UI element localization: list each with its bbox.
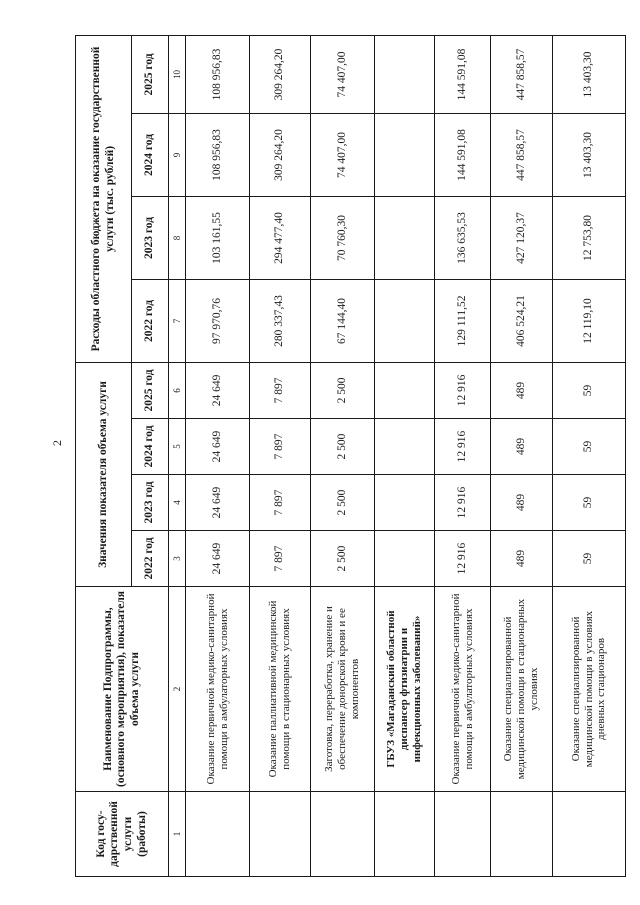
header-volume-group: Значения показателя объема услуги	[76, 362, 132, 586]
volume-2025: 489	[491, 362, 553, 418]
budget-2024	[375, 113, 435, 196]
volume-2022: 24 649	[186, 531, 250, 587]
volume-2023: 489	[491, 475, 553, 531]
budget-2025: 144 591,08	[435, 35, 491, 113]
volume-2023: 12 916	[435, 475, 491, 531]
volume-2023: 24 649	[186, 475, 250, 531]
row-code	[375, 792, 435, 877]
column-number: 9	[169, 113, 186, 196]
column-number: 10	[169, 35, 186, 113]
row-code	[553, 792, 626, 877]
budget-2023	[375, 196, 435, 279]
row-name: Заготовка, переработка, хранение и обеспечение донорской крови и ее компонентов	[311, 587, 375, 792]
table-row	[375, 35, 435, 876]
row-name: Оказание паллиативной медицинской помощи в стационарных условиях	[250, 587, 311, 792]
volume-2022: 489	[491, 531, 553, 587]
row-name: Оказание первичной медико-санитарной помощи в амбулаторных условиях	[435, 587, 491, 792]
volume-2025: 7 897	[250, 362, 311, 418]
volume-2024: 59	[553, 419, 626, 475]
row-name: Оказание первичной медико-санитарной помощи в амбулаторных условиях	[186, 587, 250, 792]
budget-2025: 74 407,00	[311, 35, 375, 113]
table-row	[186, 35, 250, 876]
budget-2025: 108 956,83	[186, 35, 250, 113]
row-name: Оказание специализированной медицинской помощи в стационарных условиях	[491, 587, 553, 792]
budget-2024: 13 403,30	[553, 113, 626, 196]
row-name: Оказание специализированной медицинской помощи в условиях дневных стационаров	[553, 587, 626, 792]
volume-2024: 2 500	[311, 419, 375, 475]
column-number: 8	[169, 196, 186, 279]
volume-2024: 489	[491, 419, 553, 475]
column-number: 3	[169, 531, 186, 587]
budget-2022: 12 119,10	[553, 279, 626, 362]
volume-2025: 59	[553, 362, 626, 418]
services-table-sheet	[75, 36, 625, 877]
budget-2023: 427 120,37	[491, 196, 553, 279]
table-row	[311, 35, 375, 876]
header-year: 2022 год	[132, 531, 169, 587]
budget-2022: 97 970,76	[186, 279, 250, 362]
column-number: 5	[169, 419, 186, 475]
column-number: 7	[169, 279, 186, 362]
volume-2023: 7 897	[250, 475, 311, 531]
budget-2025: 309 264,20	[250, 35, 311, 113]
page-number: 2	[50, 440, 64, 446]
volume-2022: 59	[553, 531, 626, 587]
budget-2022: 280 337,43	[250, 279, 311, 362]
volume-2024: 24 649	[186, 419, 250, 475]
volume-2025	[375, 362, 435, 418]
budget-2024: 309 264,20	[250, 113, 311, 196]
header-name: Наименование Подпрограммы, (основного мероприятия), показателя объема услуги	[76, 587, 169, 792]
services-table	[75, 35, 626, 877]
volume-2025: 12 916	[435, 362, 491, 418]
header-year: 2022 год	[132, 279, 169, 362]
header-budget-group: Расходы областного бюджета на оказание государственной услуги (тыс. рублей)	[76, 35, 132, 362]
column-number: 4	[169, 475, 186, 531]
budget-2024: 74 407,00	[311, 113, 375, 196]
budget-2023: 294 477,40	[250, 196, 311, 279]
volume-2022	[375, 531, 435, 587]
table-row	[553, 35, 626, 876]
header-year: 2023 год	[132, 196, 169, 279]
budget-2023: 12 753,80	[553, 196, 626, 279]
table-row	[435, 35, 491, 876]
column-number: 2	[169, 587, 186, 792]
volume-2024: 7 897	[250, 419, 311, 475]
row-name: ГБУЗ «Магаданский областной диспансер фтизиатрии и инфекционных заболеваний»	[375, 587, 435, 792]
budget-2025	[375, 35, 435, 113]
header-year: 2023 год	[132, 475, 169, 531]
budget-2024: 447 858,57	[491, 113, 553, 196]
volume-2024	[375, 419, 435, 475]
header-code: Код госу-дарственной услуги (работы)	[76, 792, 169, 877]
row-code	[491, 792, 553, 877]
budget-2024: 108 956,83	[186, 113, 250, 196]
row-code	[250, 792, 311, 877]
volume-2022: 7 897	[250, 531, 311, 587]
header-year: 2024 год	[132, 113, 169, 196]
header-year: 2024 год	[132, 419, 169, 475]
row-code	[186, 792, 250, 877]
volume-2025: 2 500	[311, 362, 375, 418]
budget-2022: 67 144,40	[311, 279, 375, 362]
budget-2025: 447 858,57	[491, 35, 553, 113]
header-year: 2025 год	[132, 35, 169, 113]
budget-2022	[375, 279, 435, 362]
header-year: 2025 год	[132, 362, 169, 418]
row-code	[311, 792, 375, 877]
budget-2023: 70 760,30	[311, 196, 375, 279]
budget-2023: 136 635,53	[435, 196, 491, 279]
volume-2023: 2 500	[311, 475, 375, 531]
budget-2022: 129 111,52	[435, 279, 491, 362]
volume-2024: 12 916	[435, 419, 491, 475]
column-number: 6	[169, 362, 186, 418]
volume-2025: 24 649	[186, 362, 250, 418]
budget-2022: 406 524,21	[491, 279, 553, 362]
budget-2025: 13 403,30	[553, 35, 626, 113]
volume-2022: 12 916	[435, 531, 491, 587]
volume-2023	[375, 475, 435, 531]
volume-2022: 2 500	[311, 531, 375, 587]
volume-2023: 59	[553, 475, 626, 531]
budget-2023: 103 161,55	[186, 196, 250, 279]
row-code	[435, 792, 491, 877]
column-number: 1	[169, 792, 186, 877]
table-row	[491, 35, 553, 876]
table-row	[250, 35, 311, 876]
budget-2024: 144 591,08	[435, 113, 491, 196]
